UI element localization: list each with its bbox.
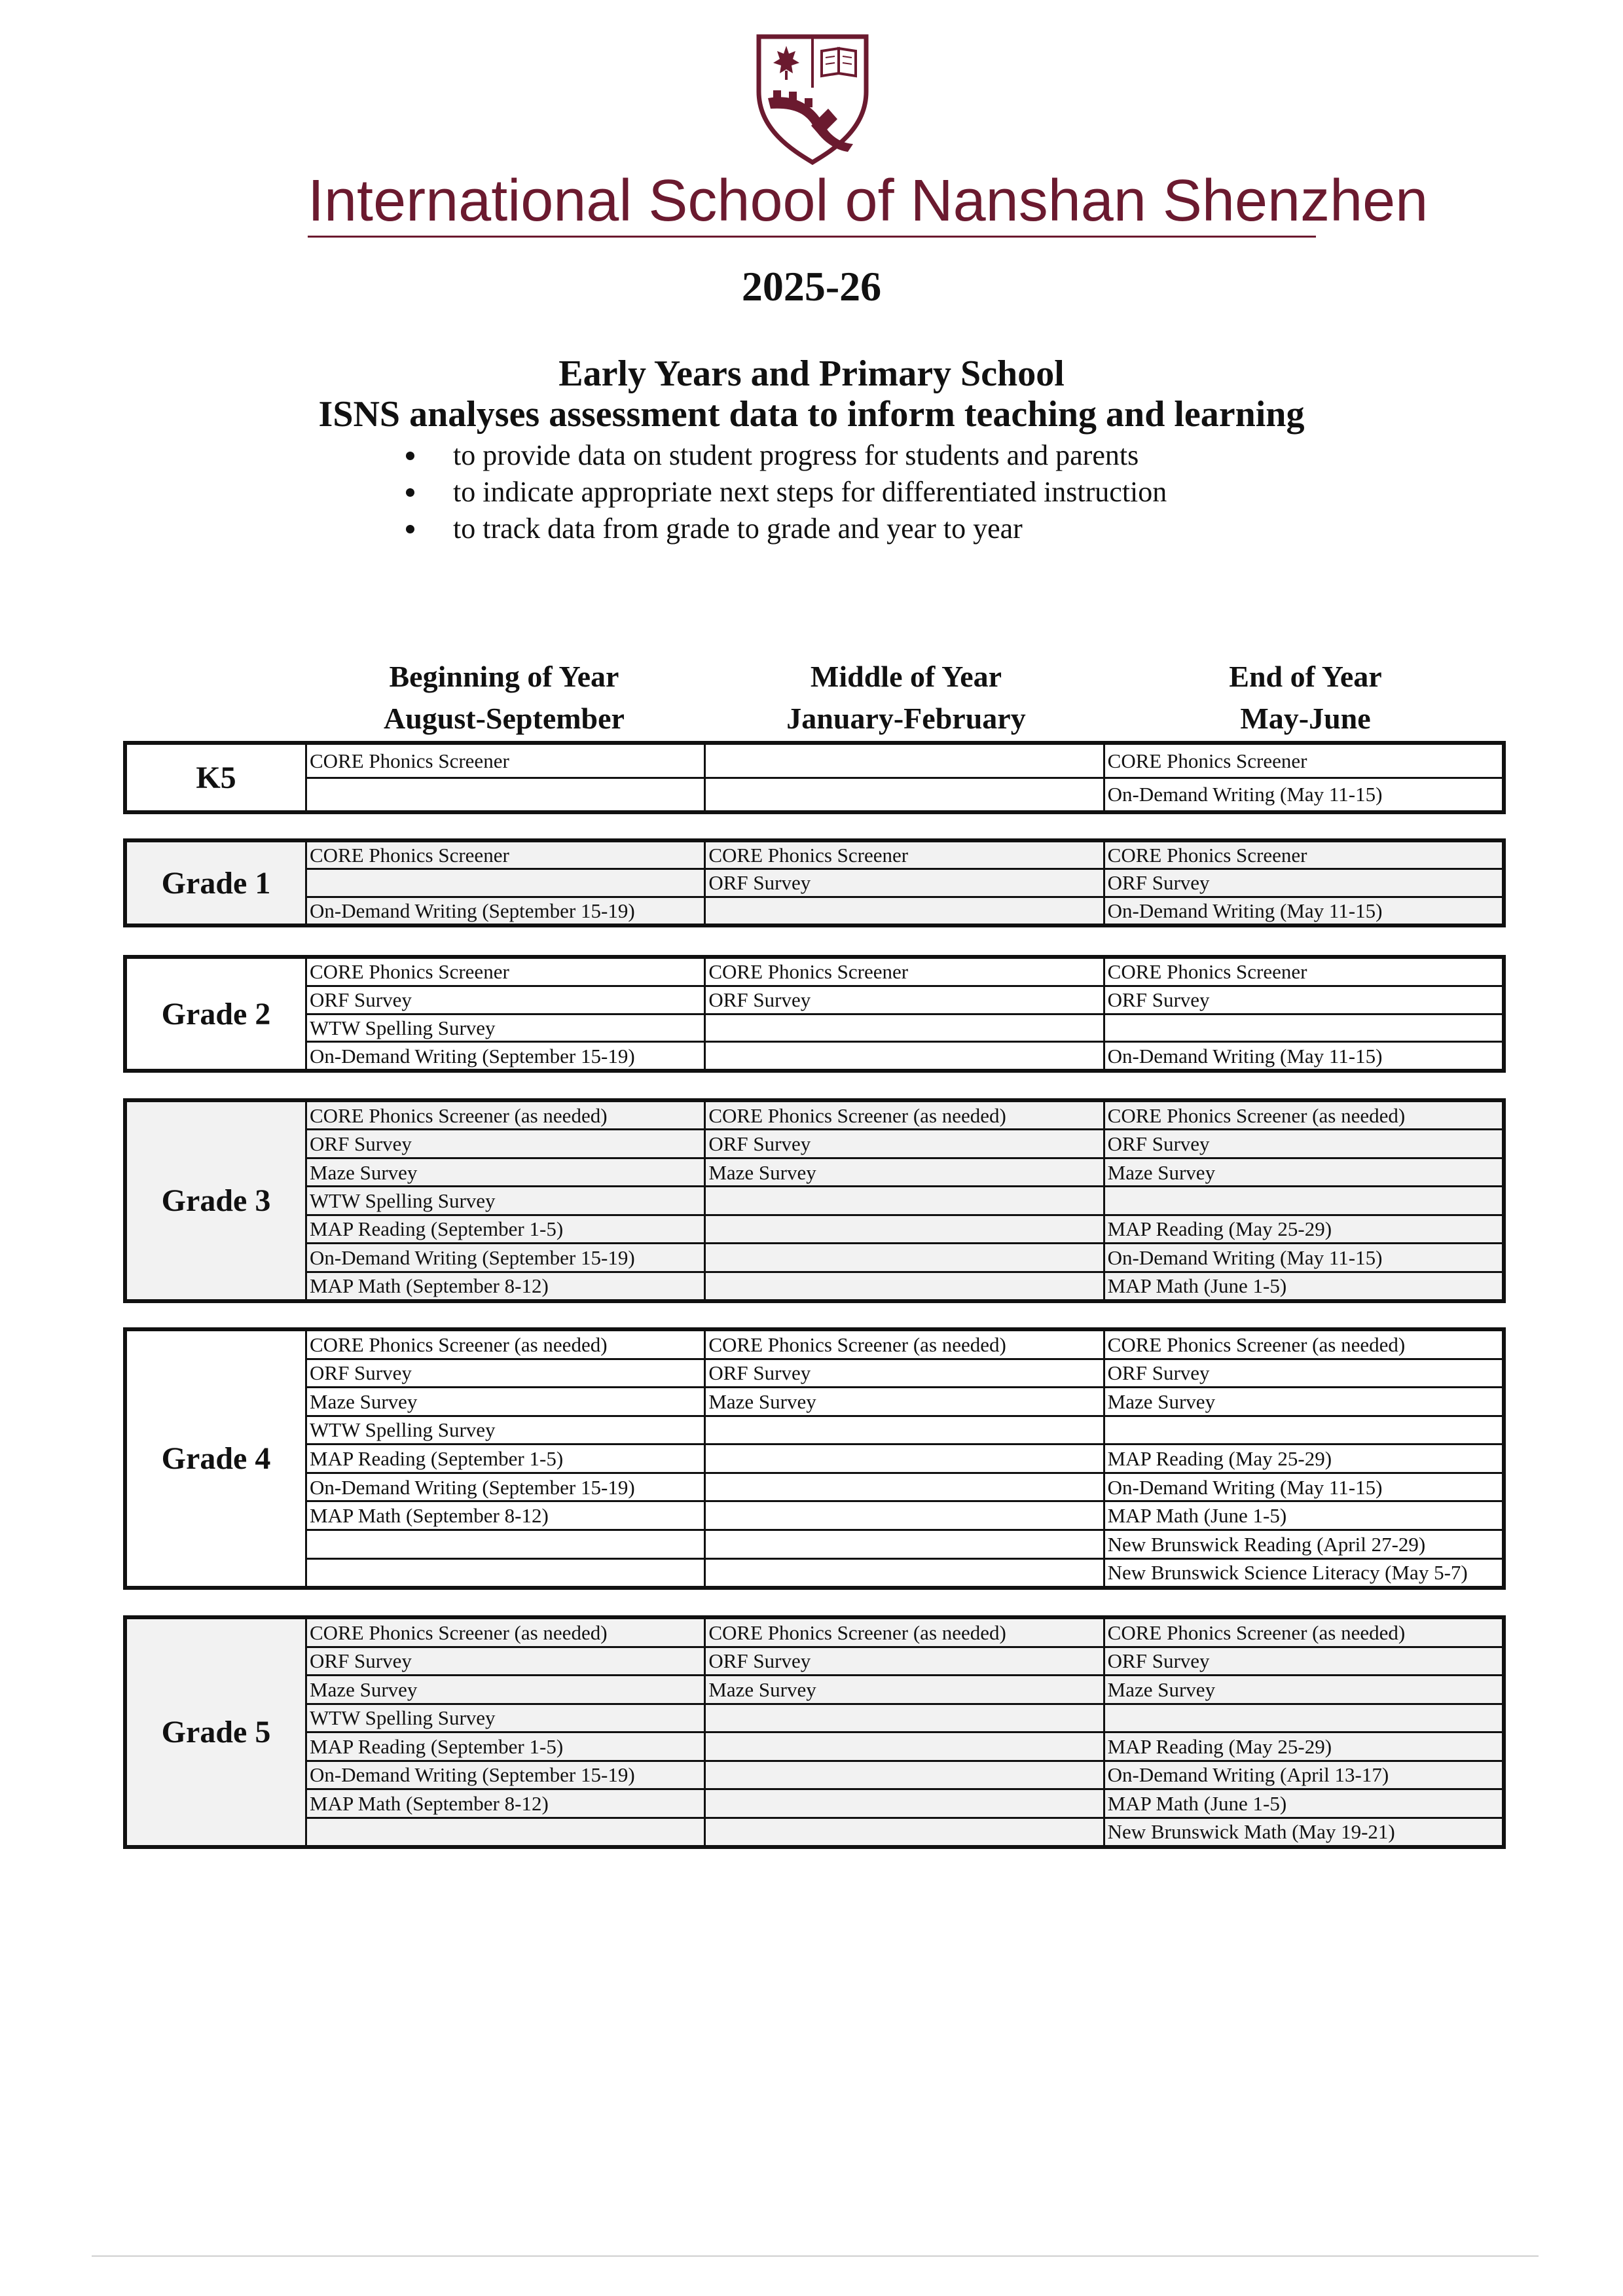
end-of-year-cell: Maze Survey	[1103, 1676, 1502, 1703]
beginning-of-year-cell: WTW Spelling Survey	[307, 1705, 704, 1732]
middle-of-year-cell: Maze Survey	[704, 1159, 1103, 1185]
beginning-of-year-cell: On-Demand Writing (September 15-19)	[310, 1044, 635, 1067]
end-of-year-cell: ORF Survey	[1103, 1360, 1502, 1387]
beginning-of-year-cell	[307, 870, 704, 895]
grade-label: Grade 3	[127, 1102, 307, 1299]
assessment-rows	[307, 1331, 1502, 1586]
table-row	[307, 1646, 1502, 1675]
middle-of-year-cell	[704, 1043, 1103, 1069]
end-of-year-cell	[1103, 1705, 1502, 1732]
end-of-year-cell: ORF Survey	[1103, 987, 1502, 1013]
end-of-year-cell: On-Demand Writing (April 13-17)	[1103, 1762, 1502, 1789]
school-year: 2025-26	[741, 263, 882, 310]
table-row	[307, 1703, 1502, 1732]
middle-of-year-cell	[704, 1762, 1103, 1789]
beginning-of-year-cell: WTW Spelling Survey	[310, 1016, 496, 1039]
table-row	[307, 896, 1502, 924]
table-row	[307, 1041, 1502, 1069]
assessment-rows	[307, 1102, 1502, 1299]
table-row	[307, 1788, 1502, 1817]
middle-of-year-cell	[704, 1705, 1103, 1732]
table-row	[307, 1619, 1502, 1646]
beginning-of-year-cell	[307, 779, 704, 811]
table-row	[307, 868, 1502, 895]
middle-of-year-cell: CORE Phonics Screener	[704, 842, 1103, 868]
beginning-of-year-cell: ORF Survey	[307, 1648, 704, 1675]
beginning-of-year-cell: Maze Survey	[310, 1390, 418, 1413]
beginning-of-year-cell: WTW Spelling Survey	[310, 1418, 496, 1442]
column-header-beginning	[305, 656, 703, 740]
school-name: International School of Nanshan Shenzhen	[308, 168, 1429, 234]
end-of-year-cell: CORE Phonics Screener (as needed)	[1103, 1619, 1502, 1646]
grade-table-k5	[123, 741, 1506, 814]
beginning-of-year-cell	[307, 1560, 704, 1587]
table-row	[307, 1760, 1502, 1789]
end-of-year-cell: On-Demand Writing (May 11-15)	[1103, 1244, 1502, 1270]
assessment-rows	[307, 1619, 1502, 1845]
table-row	[307, 1128, 1502, 1157]
table-row	[307, 1242, 1502, 1270]
end-of-year-cell: On-Demand Writing (May 11-15)	[1103, 779, 1502, 811]
table-row	[307, 745, 1502, 777]
column-period: May-June	[1240, 702, 1371, 735]
column-header-middle	[707, 656, 1105, 740]
beginning-of-year-cell: MAP Reading (September 1-5)	[307, 1733, 704, 1760]
grade-label: Grade 4	[127, 1331, 307, 1586]
beginning-of-year-cell: MAP Math (September 8-12)	[310, 1504, 549, 1528]
footer-divider	[92, 2255, 1539, 2257]
end-of-year-cell: MAP Math (June 1-5)	[1103, 1273, 1502, 1299]
beginning-of-year-cell: MAP Reading (September 1-5)	[307, 1216, 704, 1242]
table-row	[307, 1674, 1502, 1703]
beginning-of-year-cell: On-Demand Writing (September 15-19)	[307, 1244, 704, 1270]
table-row	[307, 985, 1502, 1013]
table-row	[307, 1472, 1502, 1501]
beginning-of-year-cell: MAP Math (September 8-12)	[307, 1273, 704, 1299]
end-of-year-cell: Maze Survey	[1103, 1388, 1502, 1415]
assessment-rows	[307, 959, 1502, 1069]
end-of-year-cell: CORE Phonics Screener	[1103, 959, 1502, 985]
end-of-year-cell	[1103, 1417, 1502, 1444]
table-row	[307, 1558, 1502, 1587]
table-row	[307, 1529, 1502, 1558]
beginning-of-year-cell: ORF Survey	[307, 1130, 704, 1157]
end-of-year-cell: ORF Survey	[1103, 870, 1502, 895]
middle-of-year-cell: CORE Phonics Screener (as needed)	[704, 1102, 1103, 1128]
assessment-rows	[307, 745, 1502, 810]
beginning-of-year-cell: CORE Phonics Screener (as needed)	[310, 1333, 608, 1356]
grade-label: Grade 1	[127, 842, 307, 924]
middle-of-year-cell	[704, 1445, 1103, 1472]
beginning-of-year-cell: MAP Math (September 8-12)	[307, 1790, 704, 1817]
end-of-year-cell: On-Demand Writing (May 11-15)	[1103, 1474, 1502, 1501]
grade-label: Grade 2	[127, 959, 307, 1069]
end-of-year-cell: New Brunswick Reading (April 27-29)	[1103, 1531, 1502, 1558]
column-title: End of Year	[1229, 660, 1382, 693]
header-divider	[308, 236, 1316, 238]
page-subtitle: Early Years and Primary School	[558, 353, 1065, 394]
middle-of-year-cell: ORF Survey	[704, 1130, 1103, 1157]
grade-table-grade-1	[123, 838, 1506, 927]
middle-of-year-cell	[704, 1502, 1103, 1529]
end-of-year-cell	[1103, 1187, 1502, 1213]
grade-table-grade-2	[123, 955, 1506, 1073]
column-header-end	[1106, 656, 1504, 740]
table-row	[307, 1731, 1502, 1760]
beginning-of-year-cell: CORE Phonics Screener	[310, 960, 509, 984]
end-of-year-cell: ORF Survey	[1103, 1648, 1502, 1675]
beginning-of-year-cell: On-Demand Writing (September 15-19)	[307, 1762, 704, 1789]
beginning-of-year-cell	[307, 1819, 704, 1846]
table-row	[307, 1013, 1502, 1041]
beginning-of-year-cell: Maze Survey	[307, 1159, 704, 1185]
bullet-item: to provide data on student progress for students and parents	[399, 437, 1167, 474]
beginning-of-year-cell: ORF Survey	[310, 988, 412, 1012]
middle-of-year-cell	[704, 1187, 1103, 1213]
bullet-item: to track data from grade to grade and year to year	[399, 511, 1167, 547]
end-of-year-cell: On-Demand Writing (May 11-15)	[1103, 1043, 1502, 1069]
end-of-year-cell: MAP Reading (May 25-29)	[1103, 1216, 1502, 1242]
middle-of-year-cell: ORF Survey	[704, 1360, 1103, 1387]
end-of-year-cell: Maze Survey	[1103, 1159, 1502, 1185]
middle-of-year-cell	[704, 1733, 1103, 1760]
middle-of-year-cell	[704, 1417, 1103, 1444]
purpose-bullet-list	[399, 437, 1167, 547]
end-of-year-cell: MAP Reading (May 25-29)	[1103, 1733, 1502, 1760]
middle-of-year-cell	[704, 1273, 1103, 1299]
beginning-of-year-cell: CORE Phonics Screener (as needed)	[307, 1619, 704, 1646]
beginning-of-year-cell: CORE Phonics Screener	[307, 842, 704, 868]
table-row	[307, 842, 1502, 868]
beginning-of-year-cell: WTW Spelling Survey	[307, 1187, 704, 1213]
table-row	[307, 1386, 1502, 1415]
table-row	[307, 1185, 1502, 1213]
table-row	[307, 1415, 1502, 1444]
grade-label: Grade 5	[127, 1619, 307, 1845]
beginning-of-year-cell	[307, 1531, 704, 1558]
table-row	[307, 1157, 1502, 1185]
middle-of-year-cell	[704, 1216, 1103, 1242]
column-period: August-September	[384, 702, 625, 735]
end-of-year-cell: New Brunswick Science Literacy (May 5-7)	[1103, 1560, 1502, 1587]
middle-of-year-cell	[704, 745, 1103, 777]
end-of-year-cell: CORE Phonics Screener	[1103, 745, 1502, 777]
grade-table-grade-5	[123, 1615, 1506, 1849]
middle-of-year-cell	[704, 1244, 1103, 1270]
grade-label: K5	[127, 745, 307, 810]
column-title: Beginning of Year	[389, 660, 619, 693]
beginning-of-year-cell: CORE Phonics Screener (as needed)	[307, 1102, 704, 1128]
middle-of-year-cell	[704, 1790, 1103, 1817]
end-of-year-cell: CORE Phonics Screener	[1103, 842, 1502, 868]
middle-of-year-cell	[704, 1819, 1103, 1846]
middle-of-year-cell: Maze Survey	[704, 1676, 1103, 1703]
table-row	[307, 1102, 1502, 1128]
bullet-item: to indicate appropriate next steps for differentiated instruction	[399, 474, 1167, 511]
middle-of-year-cell: CORE Phonics Screener (as needed)	[704, 1331, 1103, 1358]
table-row	[307, 1214, 1502, 1242]
assessment-rows	[307, 842, 1502, 924]
middle-of-year-cell: ORF Survey	[704, 987, 1103, 1013]
end-of-year-cell: On-Demand Writing (May 11-15)	[1103, 898, 1502, 924]
middle-of-year-cell	[704, 1015, 1103, 1041]
table-row	[307, 1358, 1502, 1387]
end-of-year-cell: CORE Phonics Screener (as needed)	[1103, 1331, 1502, 1358]
table-row	[307, 777, 1502, 811]
middle-of-year-cell	[704, 779, 1103, 811]
table-row	[307, 1443, 1502, 1472]
column-period: January-February	[786, 702, 1026, 735]
middle-of-year-cell	[704, 1531, 1103, 1558]
end-of-year-cell: MAP Reading (May 25-29)	[1103, 1445, 1502, 1472]
middle-of-year-cell: CORE Phonics Screener	[704, 959, 1103, 985]
end-of-year-cell: MAP Math (June 1-5)	[1103, 1502, 1502, 1529]
end-of-year-cell: CORE Phonics Screener (as needed)	[1103, 1102, 1502, 1128]
middle-of-year-cell: CORE Phonics Screener (as needed)	[704, 1619, 1103, 1646]
beginning-of-year-cell: ORF Survey	[310, 1361, 412, 1385]
table-row	[307, 1271, 1502, 1299]
school-logo	[755, 27, 870, 166]
table-row	[307, 959, 1502, 985]
beginning-of-year-cell: CORE Phonics Screener	[310, 749, 509, 772]
grade-table-grade-3	[123, 1098, 1506, 1303]
end-of-year-cell	[1103, 1015, 1502, 1041]
middle-of-year-cell: Maze Survey	[704, 1388, 1103, 1415]
middle-of-year-cell: ORF Survey	[704, 870, 1103, 895]
beginning-of-year-cell: Maze Survey	[307, 1676, 704, 1703]
table-row	[307, 1331, 1502, 1358]
end-of-year-cell: ORF Survey	[1103, 1130, 1502, 1157]
grade-table-grade-4	[123, 1327, 1506, 1590]
purpose-statement: ISNS analyses assessment data to inform teaching and learning	[318, 394, 1305, 435]
end-of-year-cell: MAP Math (June 1-5)	[1103, 1790, 1502, 1817]
beginning-of-year-cell: On-Demand Writing (September 15-19)	[307, 898, 704, 924]
column-title: Middle of Year	[810, 660, 1002, 693]
middle-of-year-cell	[704, 898, 1103, 924]
table-row	[307, 1817, 1502, 1846]
beginning-of-year-cell: On-Demand Writing (September 15-19)	[310, 1475, 635, 1499]
end-of-year-cell: New Brunswick Math (May 19-21)	[1103, 1819, 1502, 1846]
beginning-of-year-cell: MAP Reading (September 1-5)	[310, 1447, 564, 1471]
middle-of-year-cell: ORF Survey	[704, 1648, 1103, 1675]
middle-of-year-cell	[704, 1560, 1103, 1587]
table-row	[307, 1500, 1502, 1529]
middle-of-year-cell	[704, 1474, 1103, 1501]
